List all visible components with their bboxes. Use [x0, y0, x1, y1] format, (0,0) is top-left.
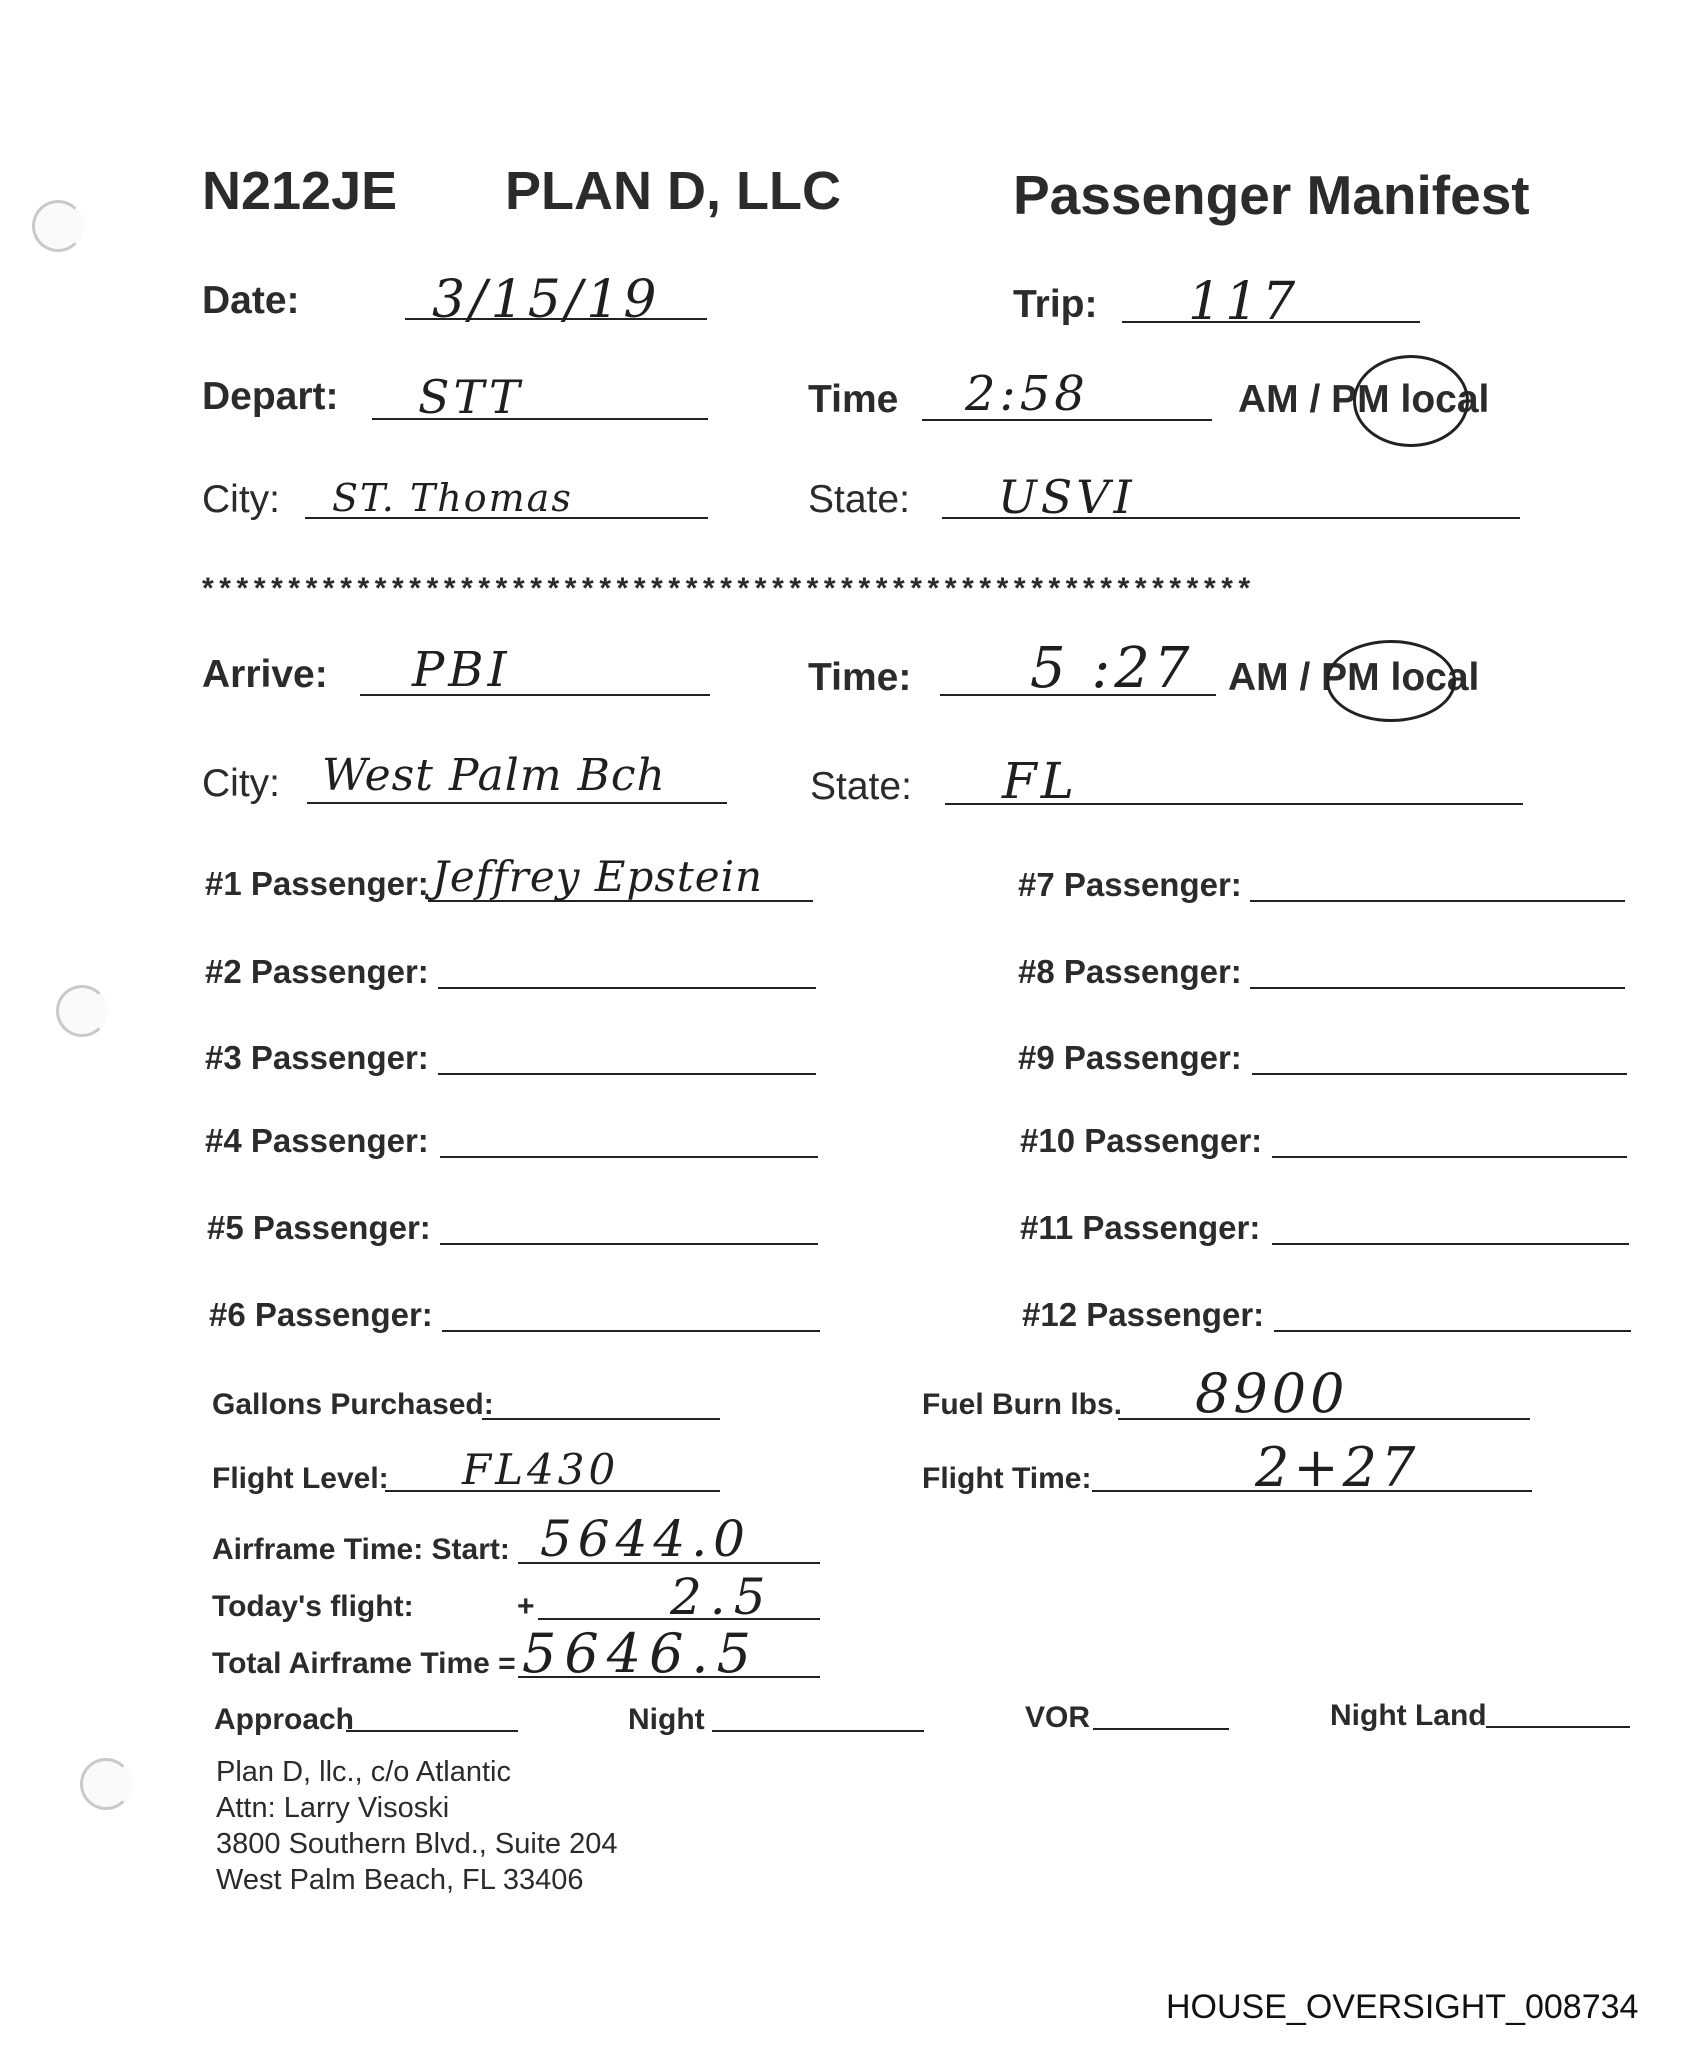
fuel-burn-label: Fuel Burn lbs.: [922, 1388, 1123, 1421]
passenger-2-line: [438, 987, 816, 989]
arrive-city-label: City:: [202, 762, 280, 805]
page-title: Passenger Manifest: [1013, 164, 1530, 226]
night-land-line: [1486, 1726, 1630, 1728]
vor-line: [1093, 1728, 1229, 1730]
passenger-5-line: [440, 1243, 818, 1245]
gallons-line: [482, 1418, 720, 1420]
vor-label: VOR: [1025, 1701, 1091, 1734]
flight-time-label: Flight Time:: [922, 1462, 1092, 1495]
fuel-burn-value[interactable]: 8900: [1195, 1362, 1349, 1425]
depart-label: Depart:: [202, 375, 339, 418]
arrive-city-line: [307, 802, 727, 804]
todays-flight-label: Today's flight:: [212, 1590, 414, 1623]
passenger-12-line: [1274, 1330, 1631, 1332]
approach-line: [346, 1730, 518, 1732]
passenger-8-line: [1250, 987, 1625, 989]
total-airframe-value[interactable]: 5646.5: [522, 1622, 759, 1685]
arrive-label: Arrive:: [202, 653, 328, 696]
pm-circle-depart: [1353, 355, 1469, 447]
total-airframe-label: Total Airframe Time =: [212, 1647, 516, 1680]
asterisk-separator: *************************************************************: [202, 572, 1256, 605]
passenger-3-label: #3 Passenger:: [205, 1039, 429, 1076]
flight-time-value[interactable]: 2+27: [1255, 1436, 1420, 1499]
arrive-time-value[interactable]: 5 :27: [1030, 636, 1194, 701]
arrive-time-label: Time:: [808, 656, 912, 699]
depart-city-label: City:: [202, 478, 280, 521]
depart-city-value[interactable]: ST. Thomas: [332, 476, 573, 520]
passenger-9-label: #9 Passenger:: [1018, 1039, 1242, 1076]
binder-hole-middle: [56, 985, 108, 1037]
passenger-6-line: [442, 1330, 820, 1332]
passenger-11-line: [1272, 1243, 1629, 1245]
pm-circle-arrive: [1326, 640, 1456, 722]
approach-label: Approach: [214, 1703, 355, 1736]
depart-value[interactable]: STT: [418, 370, 524, 424]
address-line-3: 3800 Southern Blvd., Suite 204: [216, 1828, 618, 1860]
airframe-start-value[interactable]: 5644.0: [540, 1510, 751, 1568]
todays-flight-value[interactable]: 2.5: [670, 1568, 774, 1626]
date-label: Date:: [202, 279, 300, 322]
address-line-2: Attn: Larry Visoski: [216, 1792, 450, 1824]
passenger-2-label: #2 Passenger:: [205, 953, 429, 990]
depart-state-label: State:: [808, 478, 910, 521]
depart-time-value[interactable]: 2:58: [965, 366, 1089, 422]
night-land-label: Night Land: [1330, 1699, 1487, 1732]
passenger-4-label: #4 Passenger:: [205, 1122, 429, 1159]
passenger-6-label: #6 Passenger:: [209, 1296, 433, 1333]
passenger-7-label: #7 Passenger:: [1018, 866, 1242, 903]
trip-label: Trip:: [1013, 283, 1098, 326]
night-label: Night: [628, 1703, 705, 1736]
passenger-10-line: [1272, 1156, 1627, 1158]
address-line-1: Plan D, llc., c/o Atlantic: [216, 1756, 511, 1788]
passenger-5-label: #5 Passenger:: [207, 1209, 431, 1246]
arrive-ampm: AM / PM local: [1228, 656, 1480, 699]
bates-stamp: HOUSE_OVERSIGHT_008734: [1166, 1988, 1639, 2026]
date-value[interactable]: 3/15/19: [432, 270, 661, 330]
binder-hole-bottom: [80, 1758, 132, 1810]
arrive-city-value[interactable]: West Palm Bch: [322, 750, 666, 801]
arrive-value[interactable]: PBI: [412, 642, 511, 698]
night-line: [712, 1730, 924, 1732]
passenger-1-label: #1 Passenger:: [205, 865, 429, 902]
flight-level-value[interactable]: FL430: [462, 1445, 620, 1494]
depart-time-label: Time: [808, 378, 899, 421]
gallons-label: Gallons Purchased:: [212, 1388, 494, 1421]
passenger-10-label: #10 Passenger:: [1020, 1122, 1263, 1159]
passenger-1-value[interactable]: Jeffrey Epstein: [432, 852, 764, 901]
passenger-3-line: [438, 1073, 816, 1075]
arrive-state-value[interactable]: FL: [1002, 752, 1078, 810]
passenger-4-line: [440, 1156, 818, 1158]
todays-flight-plus: +: [517, 1590, 535, 1623]
binder-hole-top: [32, 200, 84, 252]
arrive-state-label: State:: [810, 765, 912, 808]
trip-value[interactable]: 117: [1188, 272, 1300, 332]
passenger-11-label: #11 Passenger:: [1020, 1209, 1261, 1246]
passenger-9-line: [1252, 1073, 1627, 1075]
depart-ampm: AM / PM local: [1238, 378, 1490, 421]
company-name: PLAN D, LLC: [505, 161, 841, 221]
passenger-8-label: #8 Passenger:: [1018, 953, 1242, 990]
depart-state-value[interactable]: USVI: [998, 470, 1136, 524]
airframe-start-label: Airframe Time: Start:: [212, 1533, 510, 1566]
passenger-7-line: [1250, 900, 1625, 902]
flight-level-label: Flight Level:: [212, 1462, 389, 1495]
tail-number: N212JE: [202, 161, 398, 221]
address-line-4: West Palm Beach, FL 33406: [216, 1864, 584, 1896]
passenger-12-label: #12 Passenger:: [1022, 1296, 1265, 1333]
